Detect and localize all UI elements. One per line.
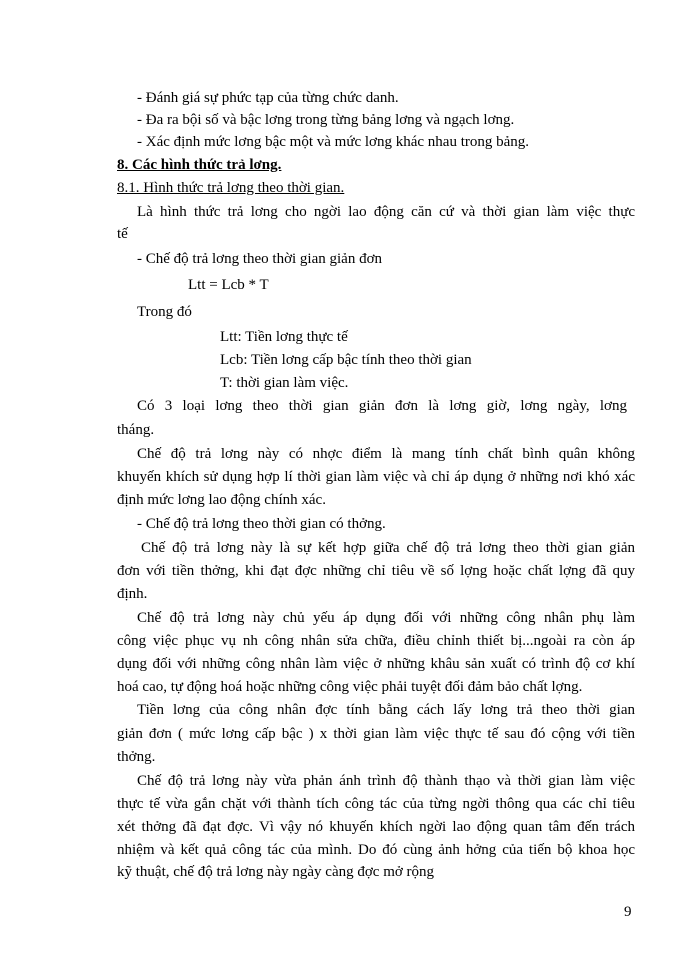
text-line: định. [117,586,148,602]
text-line: Chế độ trả lơng này có nhợc điểm là mang tính chất bình quân không [137,446,635,462]
text-line: - Đánh giá sự phức tạp của từng chức danh. [137,90,399,106]
text-line: Trong đó [137,304,192,320]
text-line: tế [117,226,128,242]
text-line: Tiền lơng của công nhân đợc tính bằng cách lấy lơng trả theo thời gian [137,702,635,718]
definition-line: Ltt: Tiền lơng thực tế [220,329,348,345]
text-line: giản đơn ( mức lơng cấp bậc ) x thời gian làm việc thực tế sau đó cộng với tiền [117,726,635,742]
text-line: - Chế độ trả lơng theo thời gian có thởng. [137,516,386,532]
text-line: Là hình thức trả lơng cho ngời lao động căn cứ và thời gian làm việc thực [137,204,635,220]
text-line: khuyến khích sử dụng hợp lí thời gian làm việc và chỉ áp dụng ở những nơi khó xác [117,469,635,485]
page-number: 9 [624,904,632,920]
text-line: - Chế độ trả lơng theo thời gian giản đơn [137,251,383,267]
text-line: thực tế vừa gắn chặt với thành tích công tác của từng ngời thông qua các chỉ tiêu [117,796,635,812]
text-line: dụng đối với những công nhân làm việc ở những khâu sản xuất có trình độ cơ khí [117,656,635,672]
text-line: công việc phục vụ nh công nhân sửa chữa, điều chỉnh thiết bị...ngoài ra còn áp [117,633,635,649]
text-line: - Đa ra bội số và bậc lơng trong từng bảng lơng và ngạch lơng. [137,112,515,128]
text-line: đơn với tiền thởng, khi đạt đợc những chỉ tiêu về số lợng hoặc chất lợng đã quy [117,563,635,579]
text-line: định mức lơng lao động chính xác. [117,492,326,508]
subsection-heading: 8.1. Hình thức trả lơng theo thời gian. [117,180,345,196]
text-line: Chế độ trả lơng này chủ yếu áp dụng đối với những công nhân phụ làm [137,610,635,626]
text-line: Chế độ trả lơng này là sự kết hợp giữa chế độ trả lơng theo thời gian giản [141,540,635,556]
text-line: Có 3 loại lơng theo thời gian giản đơn là lơng giờ, lơng ngày, lơng [137,398,627,414]
text-line: hoá cao, tự động hoá hoặc những công việc phải tuyệt đối đảm bảo chất lợng. [117,679,583,695]
definition-line: T: thời gian làm việc. [220,375,349,391]
text-line: thởng. [117,749,156,765]
text-line: xét thởng đã đạt đợc. Vì vậy nó khuyến khích ngời lao động quan tâm đến trách [117,819,635,835]
definition-line: Lcb: Tiền lơng cấp bậc tính theo thời gian [220,352,472,368]
formula: Ltt = Lcb * T [188,277,269,293]
section-heading: 8. Các hình thức trả lơng. [117,157,282,173]
text-line: tháng. [117,422,155,438]
text-line: kỹ thuật, chế độ trả lơng này ngày càng đợc mở rộng [117,864,435,880]
text-line: nhiệm và kết quả công tác của mình. Do đó cùng ảnh hởng của tiến bộ khoa học [117,842,635,858]
text-line: - Xác định mức lơng bậc một và mức lơng khác nhau trong bảng. [137,134,530,150]
text-line: Chế độ trả lơng này vừa phản ánh trình độ thành thạo và thời gian làm việc [137,773,635,789]
